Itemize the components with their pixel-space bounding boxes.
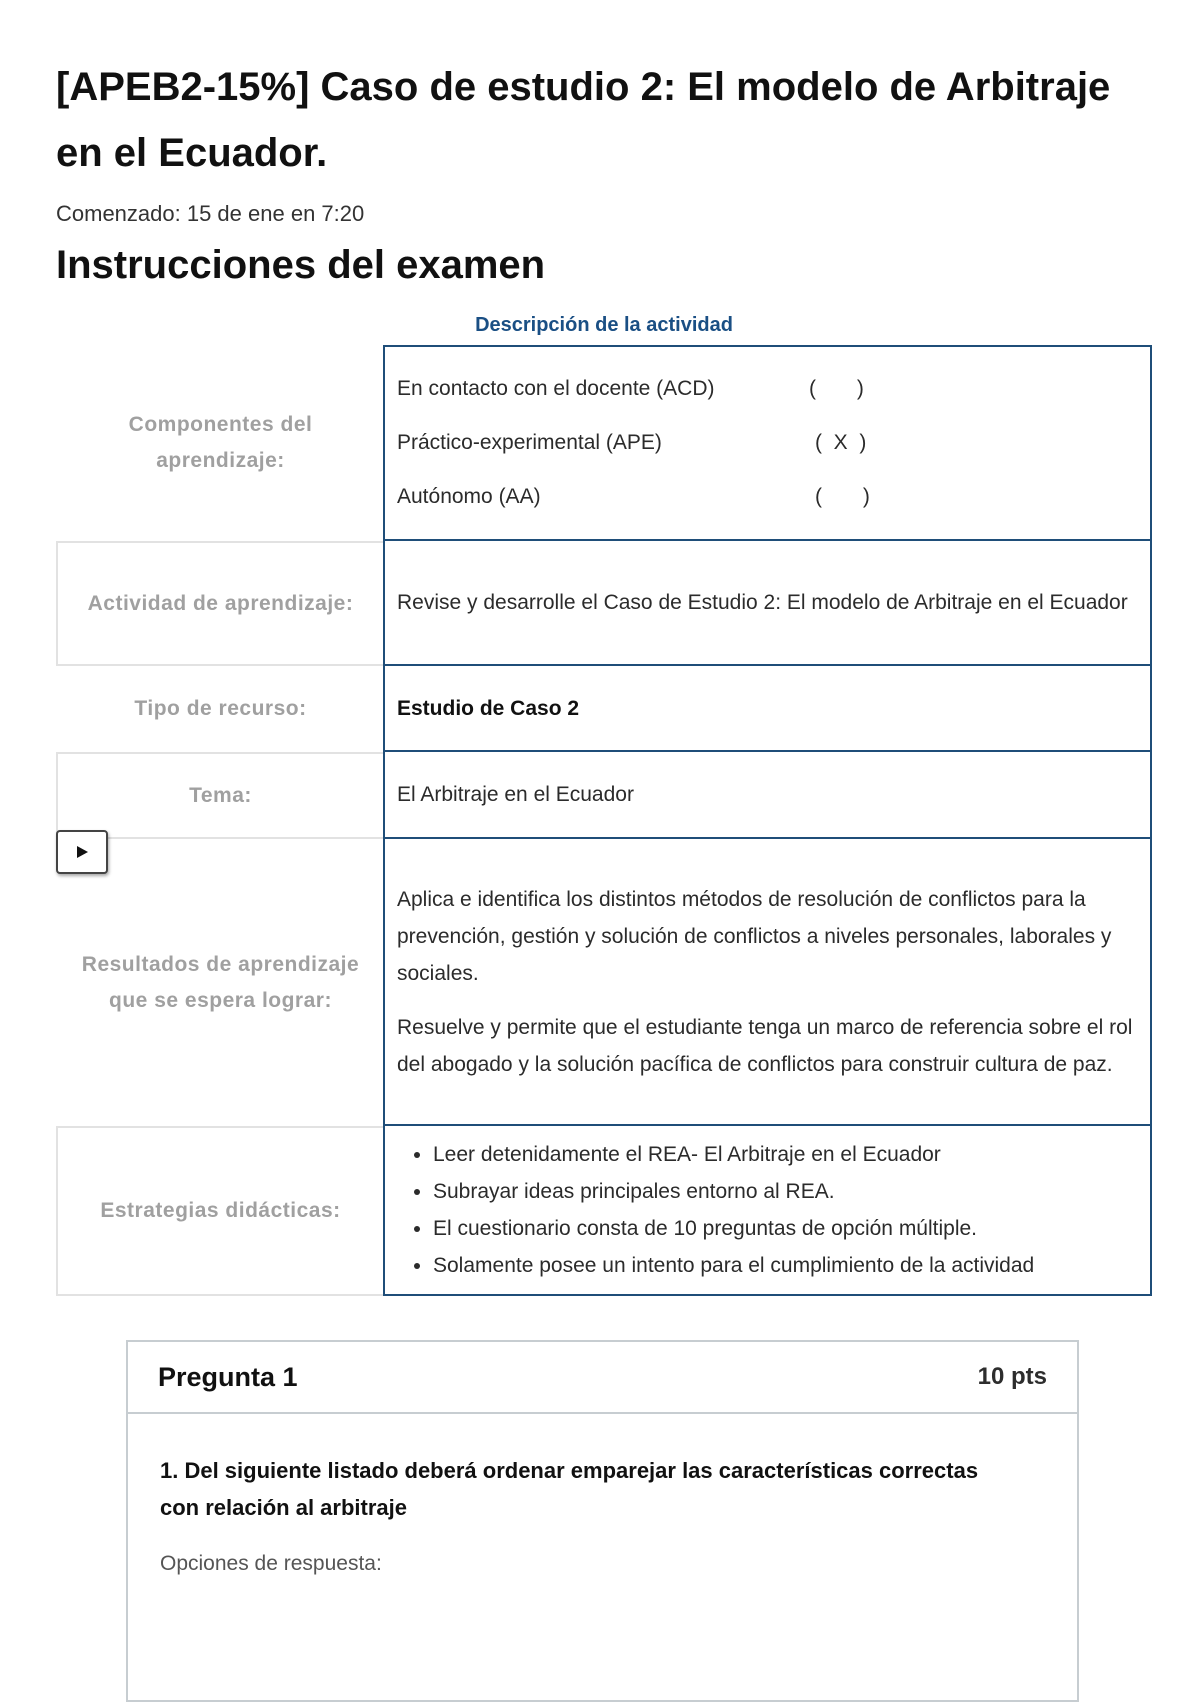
question-card xyxy=(126,1340,1079,1702)
topic-value xyxy=(383,752,1152,839)
activity-value xyxy=(383,541,1152,666)
resource-type-label: Tipo de recurso: xyxy=(134,697,307,720)
components-label: Componentes del aprendizaje: xyxy=(128,413,313,472)
activity-text: Revise y desarrolle el Caso de Estudio 2: El modelo de Arbitraje en el Ecuador xyxy=(397,591,1128,614)
answer-options-label: Opciones de respuesta: xyxy=(160,1552,382,1575)
strategies-value xyxy=(383,1126,1152,1296)
row-resource-type xyxy=(56,666,1152,752)
question-text: 1. Del siguiente listado deberá ordenar emparejar las características correctas con relación al arbitraje xyxy=(160,1458,979,1520)
component-name: Práctico-experimental (APE) xyxy=(397,431,662,454)
row-topic xyxy=(56,752,1152,839)
list-item: • Leer detenidamente el REA- El Arbitraje en el Ecuador xyxy=(433,1136,1138,1173)
instructions-heading: Instrucciones del examen xyxy=(56,243,546,287)
play-icon xyxy=(75,845,89,859)
component-name: Autónomo (AA) xyxy=(397,485,541,508)
component-item xyxy=(397,416,1138,470)
outcomes-value xyxy=(383,839,1152,1126)
activity-label: Actividad de aprendizaje: xyxy=(56,541,383,666)
question-title: Pregunta 1 xyxy=(158,1361,298,1392)
resource-type-text: Estudio de Caso 2 xyxy=(397,696,580,720)
row-activity xyxy=(56,541,1152,666)
components-value xyxy=(383,345,1152,541)
row-outcomes xyxy=(56,839,1152,1126)
list-item: • El cuestionario consta de 10 preguntas de opción múltiple. xyxy=(433,1210,1138,1247)
component-mark: ( ) xyxy=(809,377,864,400)
started-timestamp: Comenzado: 15 de ene en 7:20 xyxy=(56,201,365,226)
activity-table-caption: Descripción de la actividad xyxy=(475,314,733,336)
row-components xyxy=(56,345,1152,541)
list-item: • Subrayar ideas principales entorno al REA. xyxy=(433,1173,1138,1210)
component-mark: ( ) xyxy=(815,485,870,508)
topic-text: El Arbitraje en el Ecuador xyxy=(397,783,634,806)
component-mark: ( X ) xyxy=(815,431,867,454)
row-strategies xyxy=(56,1126,1152,1296)
outcome-paragraph: Resuelve y permite que el estudiante tenga un marco de referencia sobre el rol del abogado y la solución pacífica de conflictos para construir cultura de paz. xyxy=(397,1015,1133,1076)
question-header xyxy=(128,1342,1077,1414)
list-item: • Solamente posee un intento para el cumplimiento de la actividad xyxy=(433,1247,1138,1284)
topic-label: Tema: xyxy=(56,752,383,839)
page-title: [APEB2-15%] Caso de estudio 2: El modelo de Arbitraje en el Ecuador. xyxy=(56,65,1111,175)
component-name: En contacto con el docente (ACD) xyxy=(397,377,715,400)
component-item xyxy=(397,470,1138,524)
strategies-list xyxy=(397,1136,1138,1284)
outcome-paragraph: Aplica e identifica los distintos métodos de resolución de conflictos para la prevención, gestión y solución de conflictos a niveles personales, laborales y sociales. xyxy=(397,887,1112,985)
play-button[interactable] xyxy=(56,830,108,874)
strategies-label: Estrategias didácticas: xyxy=(56,1126,383,1296)
component-item xyxy=(397,362,1138,416)
question-points: 10 pts xyxy=(977,1363,1047,1390)
resource-type-value xyxy=(383,666,1152,752)
outcomes-label: Resultados de aprendizaje que se espera lograr: xyxy=(81,952,360,1012)
